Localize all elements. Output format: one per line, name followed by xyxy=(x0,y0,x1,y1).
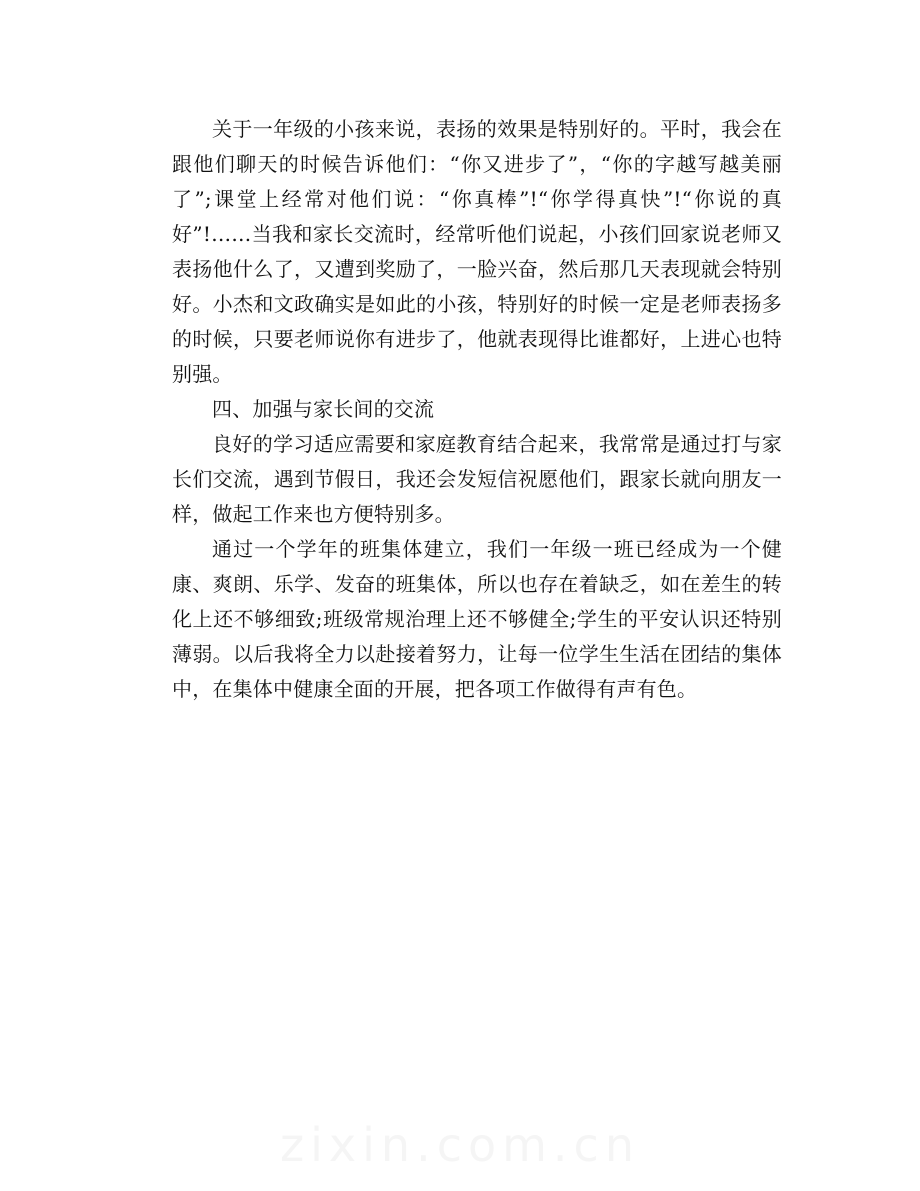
watermark: zixin.com.cn xyxy=(279,1118,641,1172)
paragraph-family-education: 良好的学习适应需要和家庭教育结合起来，我常常是通过打与家长们交流，遇到节假日，我还会发短信祝愿他们，跟家长就向朋友一样，做起工作来也方便特别多。 xyxy=(172,432,782,526)
section-heading-parent-communication: 四、加强与家长间的交流 xyxy=(212,397,435,421)
document-body xyxy=(172,112,782,707)
paragraph-praise-effect: 关于一年级的小孩来说，表扬的效果是特别好的。平时，我会在跟他们聊天的时候告诉他们：“你又进步了”，“你的字越写越美丽了”;课堂上经常对他们说：“你真棒”!“你学得真快”!“你说的真好”!……当我和家长交流时，经常听他们说起，小孩们回家说老师又表扬他什么了，又遭到奖励了，一脸兴奋，然后那几天表现就会特别好。小杰和文政确实是如此的小孩，特别好的时候一定是老师表扬多的时候，只要老师说你有进步了，他就表现得比谁都好，上进心也特别强。 xyxy=(172,117,782,386)
paragraph-year-summary: 通过一个学年的班集体建立，我们一年级一班已经成为一个健康、爽朗、乐学、发奋的班集体，所以也存在着缺乏，如在差生的转化上还不够细致;班级常规治理上还不够健全;学生的平安认识还特别薄弱。以后我将全力以赴接着努力，让每一位学生生活在团结的集体中，在集体中健康全面的开展，把各项工作做得有声有色。 xyxy=(172,537,782,701)
